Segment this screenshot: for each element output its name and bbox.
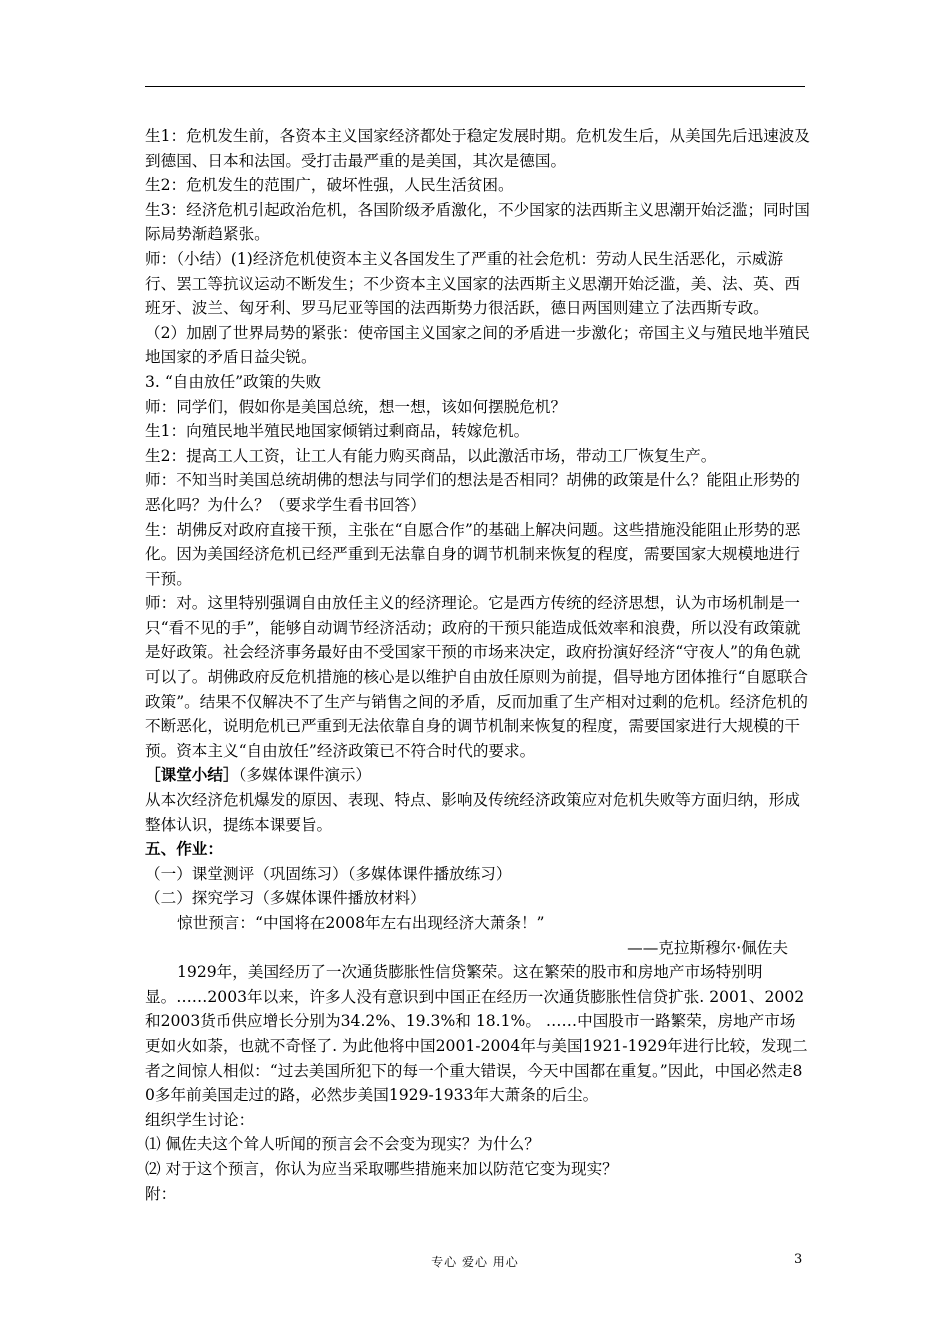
page-number: 3 [794,1252,803,1267]
homework-item-2: （二）探究学习（多媒体课件播放材料） [145,889,426,908]
material-text: 1929年，美国经历了一次通货膨胀性信贷繁荣。这在繁荣的股市和房地产市场特别明显。……2003年以来，许多人没有意识到中国正在经历一次通货膨胀性信贷扩张. 2001、2002和2003货币供应增长分别为34.2%、19.3%和 18.1%。 ……中国股市一路繁荣，房地产市场更如火如荼，也就不奇怪了. 为此他将中国2001-2004年与美国1921-1929年进行比较，发现二者之间惊人相似：“过去美国所犯下的每一个重大错误，今天中国都在重复。”因此，中国必然走80多年前美国走过的路，必然步美国1929-1933年大萧条的后尘。 [145,963,808,1105]
paragraph-2: 生2：危机发生的范围广，破坏性强，人民生活贫困。 [145,176,514,195]
paragraph-3: 生3：经济危机引起政治危机，各国阶级矛盾激化，不少国家的法西斯主义思潮开始泛滥；同时国际局势渐趋紧张。 [145,200,810,244]
discussion-item-1: ⑴ 佩佐夫这个耸人听闻的预言会不会变为现实？为什么？ [145,1135,540,1154]
paragraph-10: 师：不知当时美国总统胡佛的想法与同学们的想法是否相同？胡佛的政策是什么？能阻止形势的恶化吗？为什么？（要求学生看书回答） [145,471,800,514]
summary-text: 从本次经济危机爆发的原因、表现、特点、影响及传统经济政策应对危机失败等方面归纳，形成整体认识，提练本课要旨。 [145,791,800,834]
paragraph-7: 师：同学们，假如你是美国总统，想一想，该如何摆脱危机？ [145,397,567,416]
homework-item-1: （一）课堂测评（巩固练习）（多媒体课件播放练习） [145,864,512,883]
footer-text: 专心 爱心 用心 [431,1255,519,1269]
homework-heading: 五、作业： [145,839,223,859]
paragraph-11: 生：胡佛反对政府直接干预，主张在“自愿合作”的基础上解决问题。这些措施没能阻止形势的恶化。因为美国经济危机已经严重到无法靠自身的调节机制来恢复的程度，需要国家大规模地进行干预。 [145,520,801,588]
paragraph-4: 师：（小结）(1)经济危机使资本主义各国发生了严重的社会危机：劳动人民生活恶化，示威游行、罢工等抗议运动不断发生；不少资本主义国家的法西斯主义思潮开始泛滥，美、法、英、西班牙、波兰、匈牙利、罗马尼亚等国的法西斯势力很活跃，德日两国则建立了法西斯专政。 [145,249,800,318]
header-rule [145,86,805,87]
quote-author: ——克拉斯穆尔·佩佐夫 [627,938,788,957]
paragraph-1: 生1：危机发生前，各资本主义国家经济都处于稳定发展时期。危机发生后，从美国先后迅速波及到德国、日本和法国。受打击最严重的是美国，其次是德国。 [145,127,810,170]
section-heading-3: 3. “自由放任”政策的失败 [145,372,322,391]
discussion-heading: 组织学生讨论： [145,1110,255,1129]
appendix-label: 附： [145,1184,177,1203]
summary-note: （多媒体课件演示） [238,766,372,785]
page-body [145,124,810,1206]
paragraph-12: 师：对。这里特别强调自由放任主义的经济理论。它是西方传统的经济思想，认为市场机制是一只“看不见的手”，能够自动调节经济活动；政府的干预只能造成低效率和浪费，所以没有政策就是好政策。社会经济事务最好由不受国家干预的市场来决定，政府扮演好经济“守夜人”的角色就可以了。胡佛政府反危机措施的核心是以维护自由放任原则为前提，倡导地方团体推行“自愿联合政策”。结果不仅解决不了生产与销售之间的矛盾，反而加重了生产相对过剩的危机。经济危机的不断恶化，说明危机已严重到无法依靠自身的调节机制来恢复的程度，需要国家进行大规模的干预。资本主义“自由放任”经济政策已不符合时代的要求。 [145,594,808,760]
discussion-item-2: ⑵ 对于这个预言，你认为应当采取哪些措施来加以防范它变为现实？ [145,1159,618,1178]
summary-line [145,763,810,788]
paragraph-9: 生2：提高工人工资，让工人有能力购买商品，以此激活市场，带动工厂恢复生产。 [145,446,717,465]
paragraph-5: （2）加剧了世界局势的紧张：使帝国主义国家之间的矛盾进一步激化；帝国主义与殖民地半殖民地国家的矛盾日益尖锐。 [145,323,810,367]
summary-heading: ［课堂小结］ [145,765,239,785]
quote: 惊世预言：“中国将在2008年左右出现经济大萧条！” [177,914,545,932]
paragraph-8: 生1：向殖民地半殖民地国家倾销过剩商品，转嫁危机。 [145,422,530,441]
